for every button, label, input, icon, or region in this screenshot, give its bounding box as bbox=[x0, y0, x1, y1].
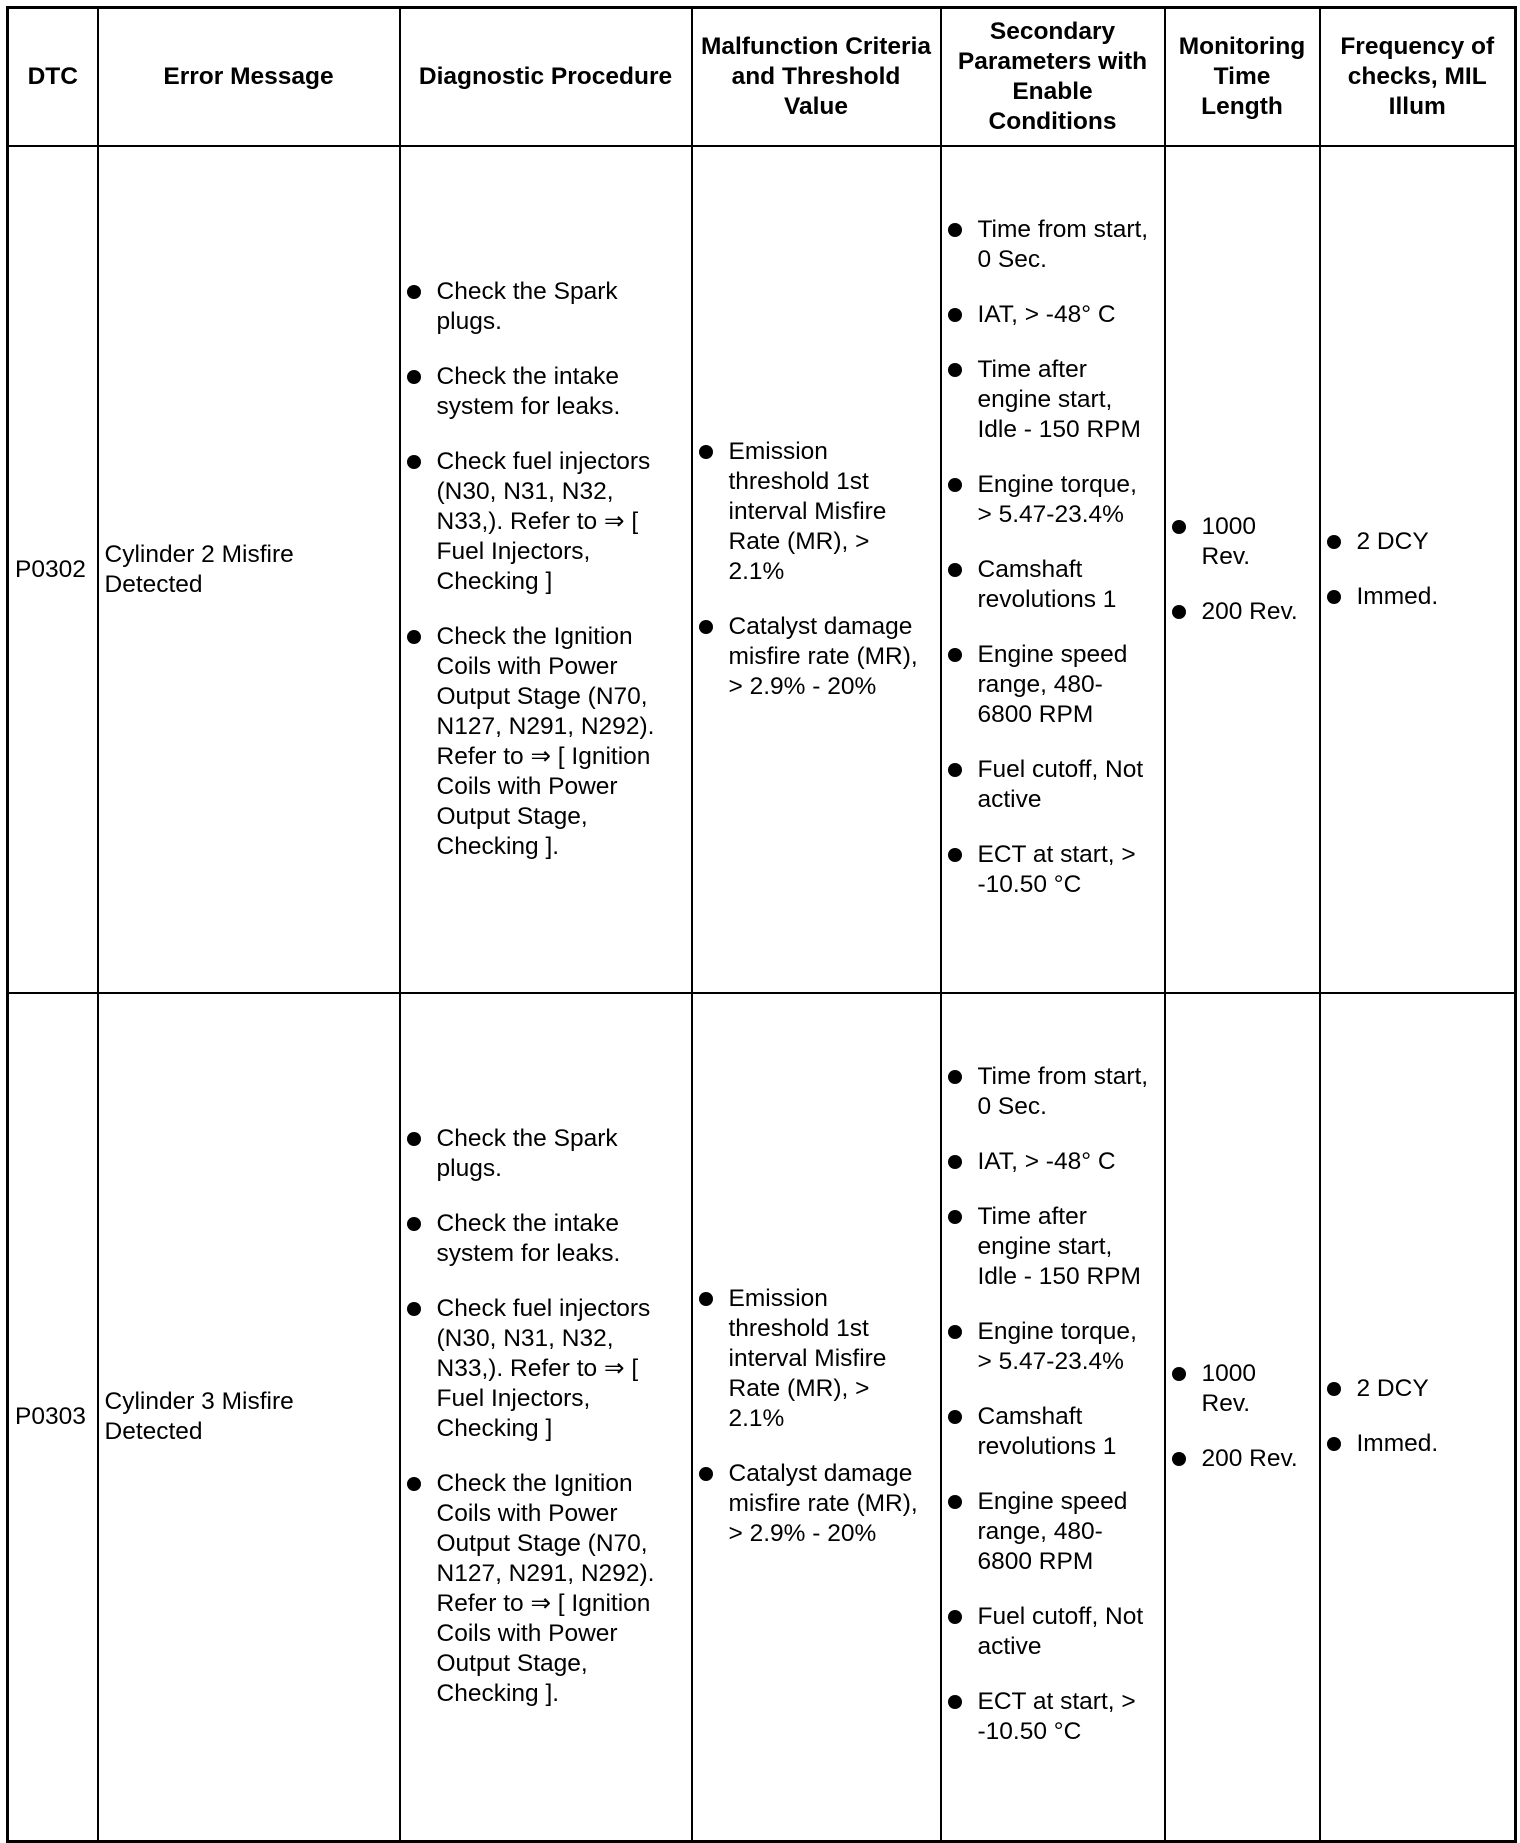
list-item: Catalyst damage misfire rate (MR), > 2.9% - 20% bbox=[699, 612, 930, 702]
secondary-parameters bbox=[941, 993, 1165, 1841]
list-item: Check fuel injectors (N30, N31, N32, N33,). Refer to ⇒ [ Fuel Injectors, Checking ] bbox=[407, 1294, 681, 1444]
list-item: Immed. bbox=[1327, 1429, 1505, 1459]
secondary-list bbox=[948, 215, 1154, 900]
list-item: Catalyst damage misfire rate (MR), > 2.9% - 20% bbox=[699, 1459, 930, 1549]
monitoring-time bbox=[1165, 993, 1320, 1841]
list-item: Check fuel injectors (N30, N31, N32, N33,). Refer to ⇒ [ Fuel Injectors, Checking ] bbox=[407, 447, 681, 597]
header-error-message: Error Message bbox=[98, 8, 400, 147]
list-item: Check the Spark plugs. bbox=[407, 277, 681, 337]
list-item: Check the intake system for leaks. bbox=[407, 1209, 681, 1269]
list-item: Fuel cutoff, Not active bbox=[948, 755, 1154, 815]
list-item: Camshaft revolutions 1 bbox=[948, 555, 1154, 615]
list-item: Engine speed range, 480-6800 RPM bbox=[948, 640, 1154, 730]
list-item: 200 Rev. bbox=[1172, 1444, 1309, 1474]
list-item: Emission threshold 1st interval Misfire Rate (MR), > 2.1% bbox=[699, 1284, 930, 1434]
list-item: 1000 Rev. bbox=[1172, 1359, 1309, 1419]
malfunction-list bbox=[699, 1284, 930, 1549]
monitoring-list bbox=[1172, 1359, 1309, 1474]
list-item: Fuel cutoff, Not active bbox=[948, 1602, 1154, 1662]
procedure-list bbox=[407, 277, 681, 862]
list-item: Time after engine start, Idle - 150 RPM bbox=[948, 355, 1154, 445]
dtc-table bbox=[6, 6, 1517, 1843]
diagnostic-procedure bbox=[400, 146, 692, 993]
list-item: IAT, > -48° C bbox=[948, 1147, 1154, 1177]
malfunction-list bbox=[699, 437, 930, 702]
header-secondary-parameters: Secondary Parameters with Enable Conditions bbox=[941, 8, 1165, 147]
frequency-list bbox=[1327, 1374, 1505, 1459]
monitoring-time bbox=[1165, 146, 1320, 993]
malfunction-criteria bbox=[692, 993, 941, 1841]
list-item: ECT at start, > -10.50 °C bbox=[948, 840, 1154, 900]
list-item: Time after engine start, Idle - 150 RPM bbox=[948, 1202, 1154, 1292]
list-item: Check the Ignition Coils with Power Output Stage (N70, N127, N291, N292). Refer to ⇒ [ Ignition Coils with Power Output Stage, Checking ]. bbox=[407, 622, 681, 862]
dtc-code: P0302 bbox=[8, 146, 98, 993]
list-item: 2 DCY bbox=[1327, 527, 1505, 557]
list-item: Check the Ignition Coils with Power Output Stage (N70, N127, N291, N292). Refer to ⇒ [ Ignition Coils with Power Output Stage, Checking ]. bbox=[407, 1469, 681, 1709]
table-row bbox=[8, 146, 1516, 993]
list-item: ECT at start, > -10.50 °C bbox=[948, 1687, 1154, 1747]
list-item: Engine torque, > 5.47-23.4% bbox=[948, 1317, 1154, 1377]
frequency bbox=[1320, 993, 1516, 1841]
secondary-parameters bbox=[941, 146, 1165, 993]
list-item: Time from start, 0 Sec. bbox=[948, 215, 1154, 275]
list-item: Engine torque, > 5.47-23.4% bbox=[948, 470, 1154, 530]
header-diagnostic-procedure: Diagnostic Procedure bbox=[400, 8, 692, 147]
list-item: Emission threshold 1st interval Misfire Rate (MR), > 2.1% bbox=[699, 437, 930, 587]
list-item: Camshaft revolutions 1 bbox=[948, 1402, 1154, 1462]
list-item: Check the intake system for leaks. bbox=[407, 362, 681, 422]
table-row bbox=[8, 993, 1516, 1841]
frequency-list bbox=[1327, 527, 1505, 612]
list-item: 2 DCY bbox=[1327, 1374, 1505, 1404]
monitoring-list bbox=[1172, 512, 1309, 627]
frequency bbox=[1320, 146, 1516, 993]
dtc-code: P0303 bbox=[8, 993, 98, 1841]
secondary-list bbox=[948, 1062, 1154, 1747]
list-item: Check the Spark plugs. bbox=[407, 1124, 681, 1184]
header-frequency: Frequency of checks, MIL Illum bbox=[1320, 8, 1516, 147]
malfunction-criteria bbox=[692, 146, 941, 993]
list-item: IAT, > -48° C bbox=[948, 300, 1154, 330]
diagnostic-procedure bbox=[400, 993, 692, 1841]
list-item: Time from start, 0 Sec. bbox=[948, 1062, 1154, 1122]
list-item: Engine speed range, 480-6800 RPM bbox=[948, 1487, 1154, 1577]
list-item: 200 Rev. bbox=[1172, 597, 1309, 627]
procedure-list bbox=[407, 1124, 681, 1709]
error-message: Cylinder 3 Misfire Detected bbox=[98, 993, 400, 1841]
header-dtc: DTC bbox=[8, 8, 98, 147]
header-malfunction-criteria: Malfunction Criteria and Threshold Value bbox=[692, 8, 941, 147]
list-item: 1000 Rev. bbox=[1172, 512, 1309, 572]
header-monitoring-time: Monitoring Time Length bbox=[1165, 8, 1320, 147]
error-message: Cylinder 2 Misfire Detected bbox=[98, 146, 400, 993]
list-item: Immed. bbox=[1327, 582, 1505, 612]
header-row bbox=[8, 8, 1516, 147]
